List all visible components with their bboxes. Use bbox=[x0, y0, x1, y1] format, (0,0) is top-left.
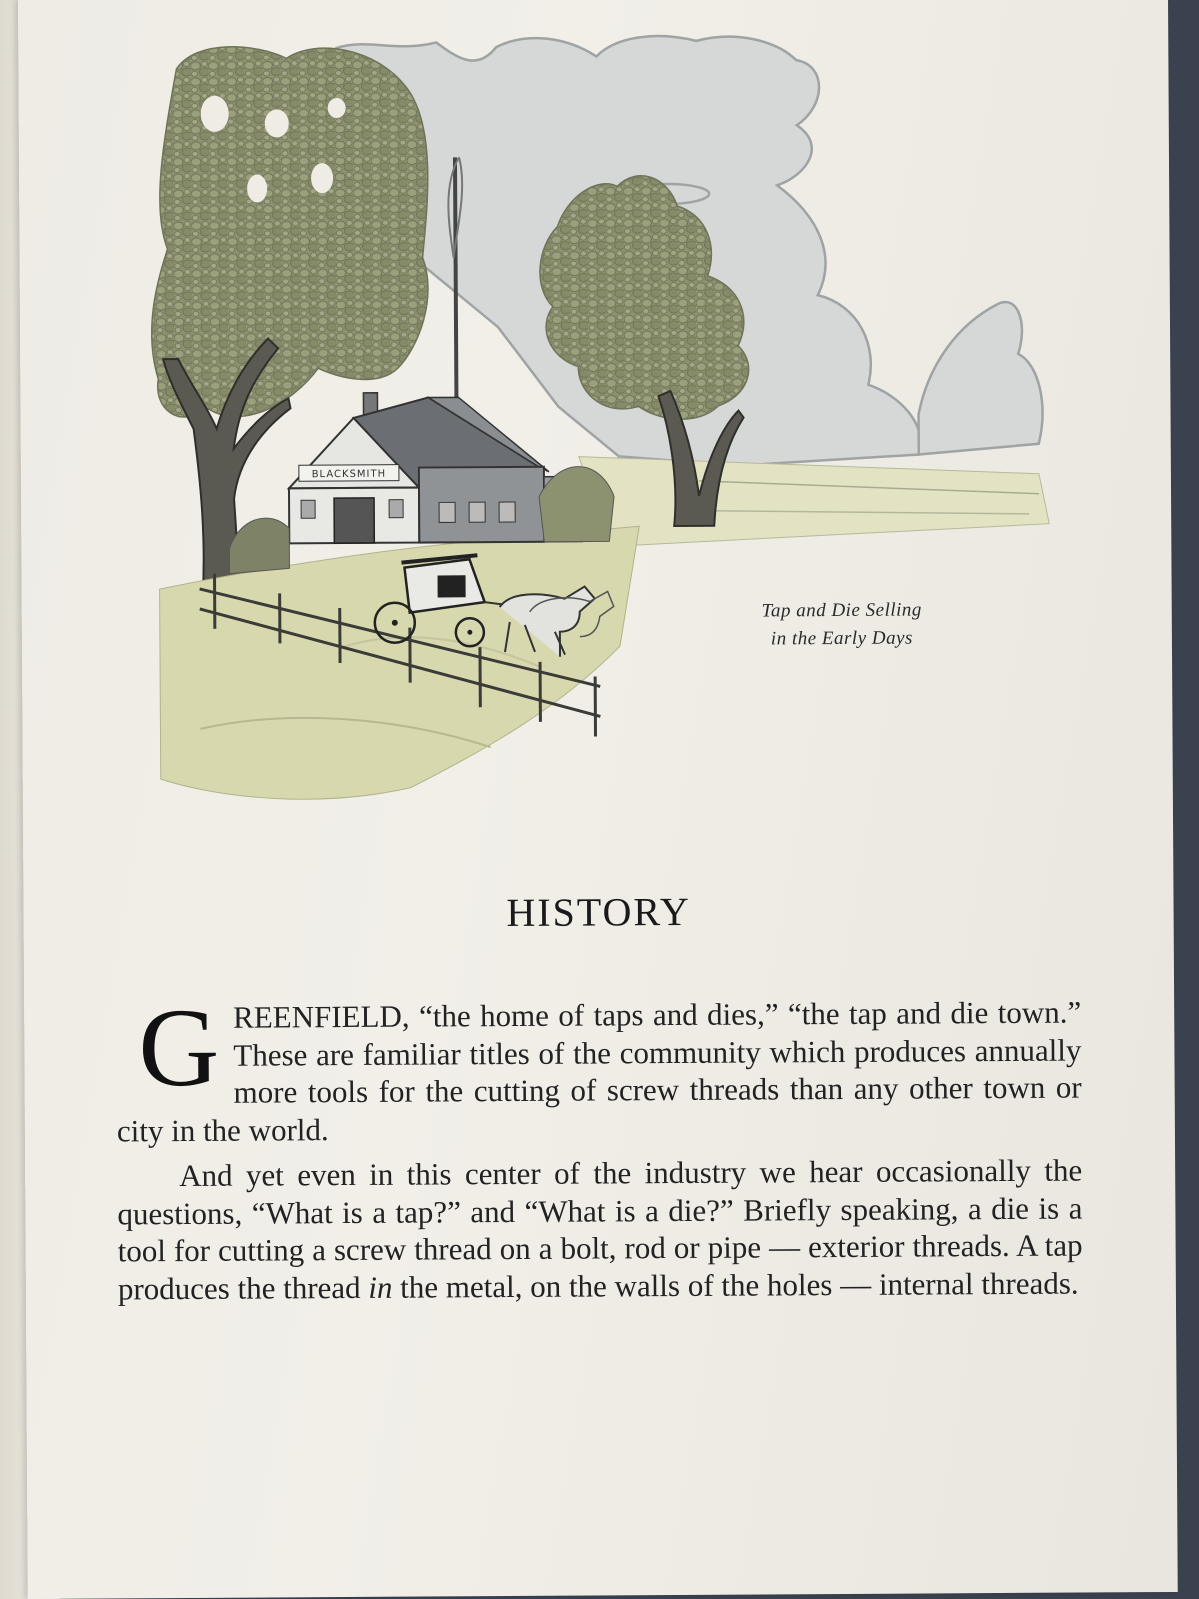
left-tree-canopy bbox=[150, 46, 429, 418]
blacksmith-illustration bbox=[136, 23, 1091, 849]
book-page bbox=[18, 0, 1178, 1599]
body-text bbox=[116, 985, 1083, 1308]
paragraph-1-text: REENFIELD, “the home of taps and dies,” “the tap and die town.” These are familiar titles of the community which produces annually more tools for the cutting of screw threads than any other town or city in the world. bbox=[116, 994, 1082, 1148]
caption-line-1: Tap and Die Selling bbox=[761, 599, 922, 622]
paragraph-2-text-a: And yet even in this center of the industry we hear occasionally the questions, “What is a tap?” and “What is a die?” Briefly speaking, a die is a tool for cutting a screw thread on a bolt, rod or pipe — exterior threads. A tap produces the thread bbox=[117, 1152, 1083, 1306]
paragraph-2-italic: in bbox=[368, 1269, 393, 1305]
page-heading: HISTORY bbox=[506, 888, 691, 936]
paragraph-2-text-b: the metal, on the walls of the holes — internal threads. bbox=[392, 1265, 1079, 1305]
illustration-caption bbox=[722, 596, 962, 653]
caption-line-2: in the Early Days bbox=[770, 627, 913, 650]
blacksmith-sign: BLACKSMITH bbox=[311, 468, 387, 481]
paragraph-2 bbox=[117, 1152, 1083, 1308]
drop-cap: G bbox=[138, 985, 220, 1111]
paragraph-1 bbox=[116, 985, 1082, 1150]
